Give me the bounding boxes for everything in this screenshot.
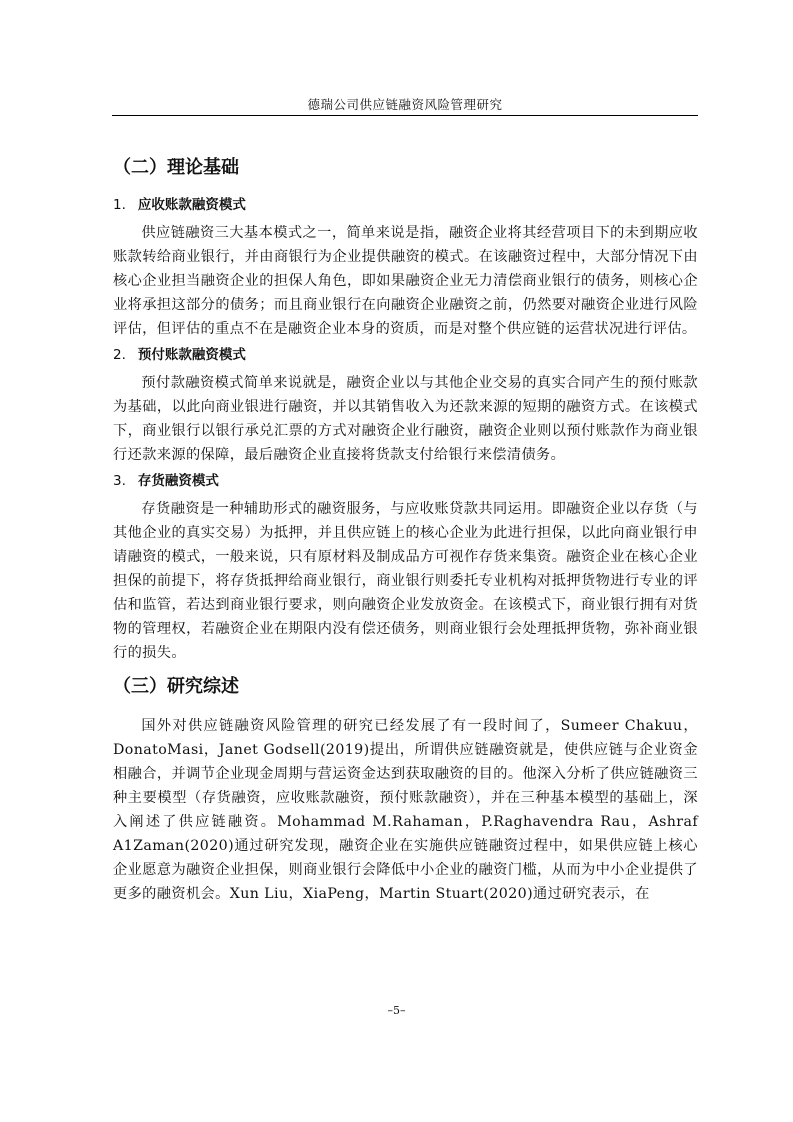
subsection-number: 3. <box>113 473 126 489</box>
subsection-title-receivables <box>113 195 698 215</box>
subsection-label: 存货融资模式 <box>137 473 219 489</box>
paragraph-inventory: 存货融资是一种辅助形式的融资服务，与应收账贷款共同运用。即融资企业以存货（与其他企业的真实交易）为抵押，并且供应链上的核心企业为此进行担保，以此向商业银行申请融资的模式，一般来说，只有原材料及制成品方可视作存货来集资。融资企业在核心企业担保的前提下，将存货抵押给商业银行，商业银行则委托专业机构对抵押货物进行专业的评估和监管，若达到商业银行要求，则向融资企业发放资金。在该模式下，商业银行拥有对货物的管理权，若融资企业在期限内没有偿还债务，则商业银行会处理抵押货物，弥补商业银行的损失。 <box>113 501 698 661</box>
subsection-label: 预付账款融资模式 <box>137 347 246 363</box>
running-header: 德瑞公司供应链融资风险管理研究 <box>307 97 503 112</box>
section-title-literature-review: （三）研究综述 <box>113 676 239 697</box>
paragraph-receivables: 供应链融资三大基本模式之一，简单来说是指，融资企业将其经营项目下的未到期应收账款转给商业银行，并由商银行为企业提供融资的模式。在该融资过程中，大部分情况下由核心企业担当融资企业的担保人角色，即如果融资企业无力清偿商业银行的债务，则核心企业将承担这部分的债务；而且商业银行在向融资企业融资之前，仍然要对融资企业进行风险评估，但评估的重点不在是融资企业本身的资质，而是对整个供应链的运营状况进行评估。 <box>113 225 698 337</box>
subsection-title-inventory <box>113 471 698 491</box>
subsection-title-prepayment <box>113 345 698 365</box>
header-rule <box>112 115 698 116</box>
page-body <box>113 146 698 910</box>
subsection-label: 应收账款融资模式 <box>137 197 246 213</box>
page-number: –5– <box>387 1004 406 1017</box>
paragraph-literature-review: 国外对供应链融资风险管理的研究已经发展了有一段时间了，Sumeer Chakuu，DonatoMasi，Janet Godsell(2019)提出，所谓供应链融资就是，使供应链与企业资金相融合，并调节企业现金周期与营运资金达到获取融资的目的。他深入分析了供应链融资三种主要模型（存货融资，应收账款融资，预付账款融资），并在三种基本模型的基础上，深入阐述了供应链融资。Mohammad M.Rahaman，P.Raghavendra Rau，Ashraf A1Zaman(2020)通过研究发现，融资企业在实施供应链融资过程中，如果供应链上核心企业愿意为融资企业担保，则商业银行会降低中小企业的融资门槛，从而为中小企业提供了更多的融资机会。Xun Liu，XiaPeng，Martin Stuart(2020)通过研究表示，在 <box>113 718 698 902</box>
subsection-number: 1. <box>113 197 126 213</box>
subsection-number: 2. <box>113 347 126 363</box>
paragraph-prepayment: 预付款融资模式简单来说就是，融资企业以与其他企业交易的真实合同产生的预付账款为基础，以此向商业银进行融资，并以其销售收入为还款来源的短期的融资方式。在该模式下，商业银行以银行承兑汇票的方式对融资企业行融资，融资企业则以预付账款作为商业银行还款来源的保障，最后融资企业直接将货款支付给银行来偿清债务。 <box>113 375 698 463</box>
section-title-theory: （二）理论基础 <box>113 157 239 178</box>
